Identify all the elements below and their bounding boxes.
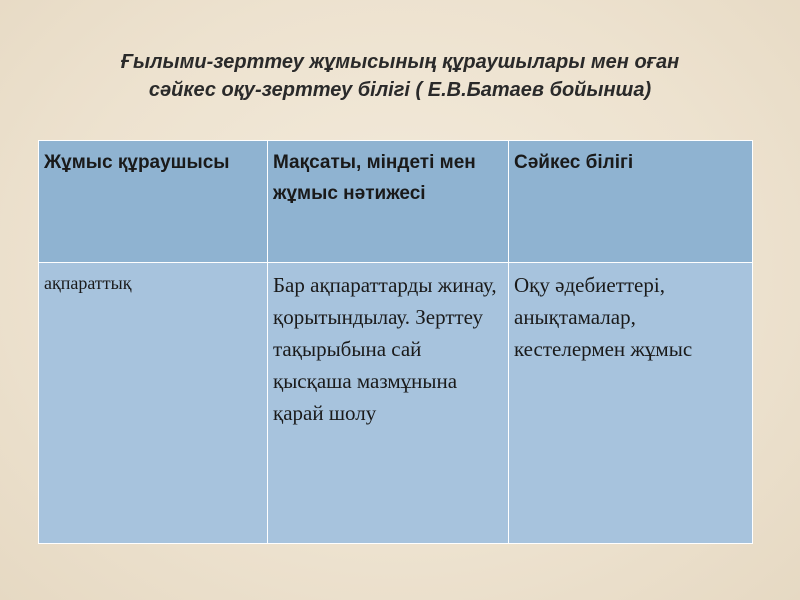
header-cell-component: Жұмыс құраушысы (39, 141, 268, 263)
table-header-row (39, 141, 753, 263)
slide-title-line-2: сәйкес оқу-зерттеу білігі ( Е.В.Батаев бойынша) (148, 79, 652, 101)
table-row (39, 263, 753, 544)
slide-title-line-1: Ғылыми-зерттеу жұмысының құраушылары мен оған (120, 51, 680, 73)
table-cell-goal: Бар ақпараттарды жинау, қорытындылау. Зерттеу тақырыбына сай қысқаша мазмұнына қарай шолу (268, 263, 509, 544)
table-cell-skill: Оқу әдебиеттері, анықтамалар, кестелермен жұмыс (509, 263, 753, 544)
header-cell-goal: Мақсаты, міндеті мен жұмыс нәтижесі (268, 141, 509, 263)
header-cell-skill: Сәйкес білігі (509, 141, 753, 263)
slide-title (60, 48, 740, 104)
competency-table (38, 140, 753, 544)
table-cell-component: ақпараттық (39, 263, 268, 544)
